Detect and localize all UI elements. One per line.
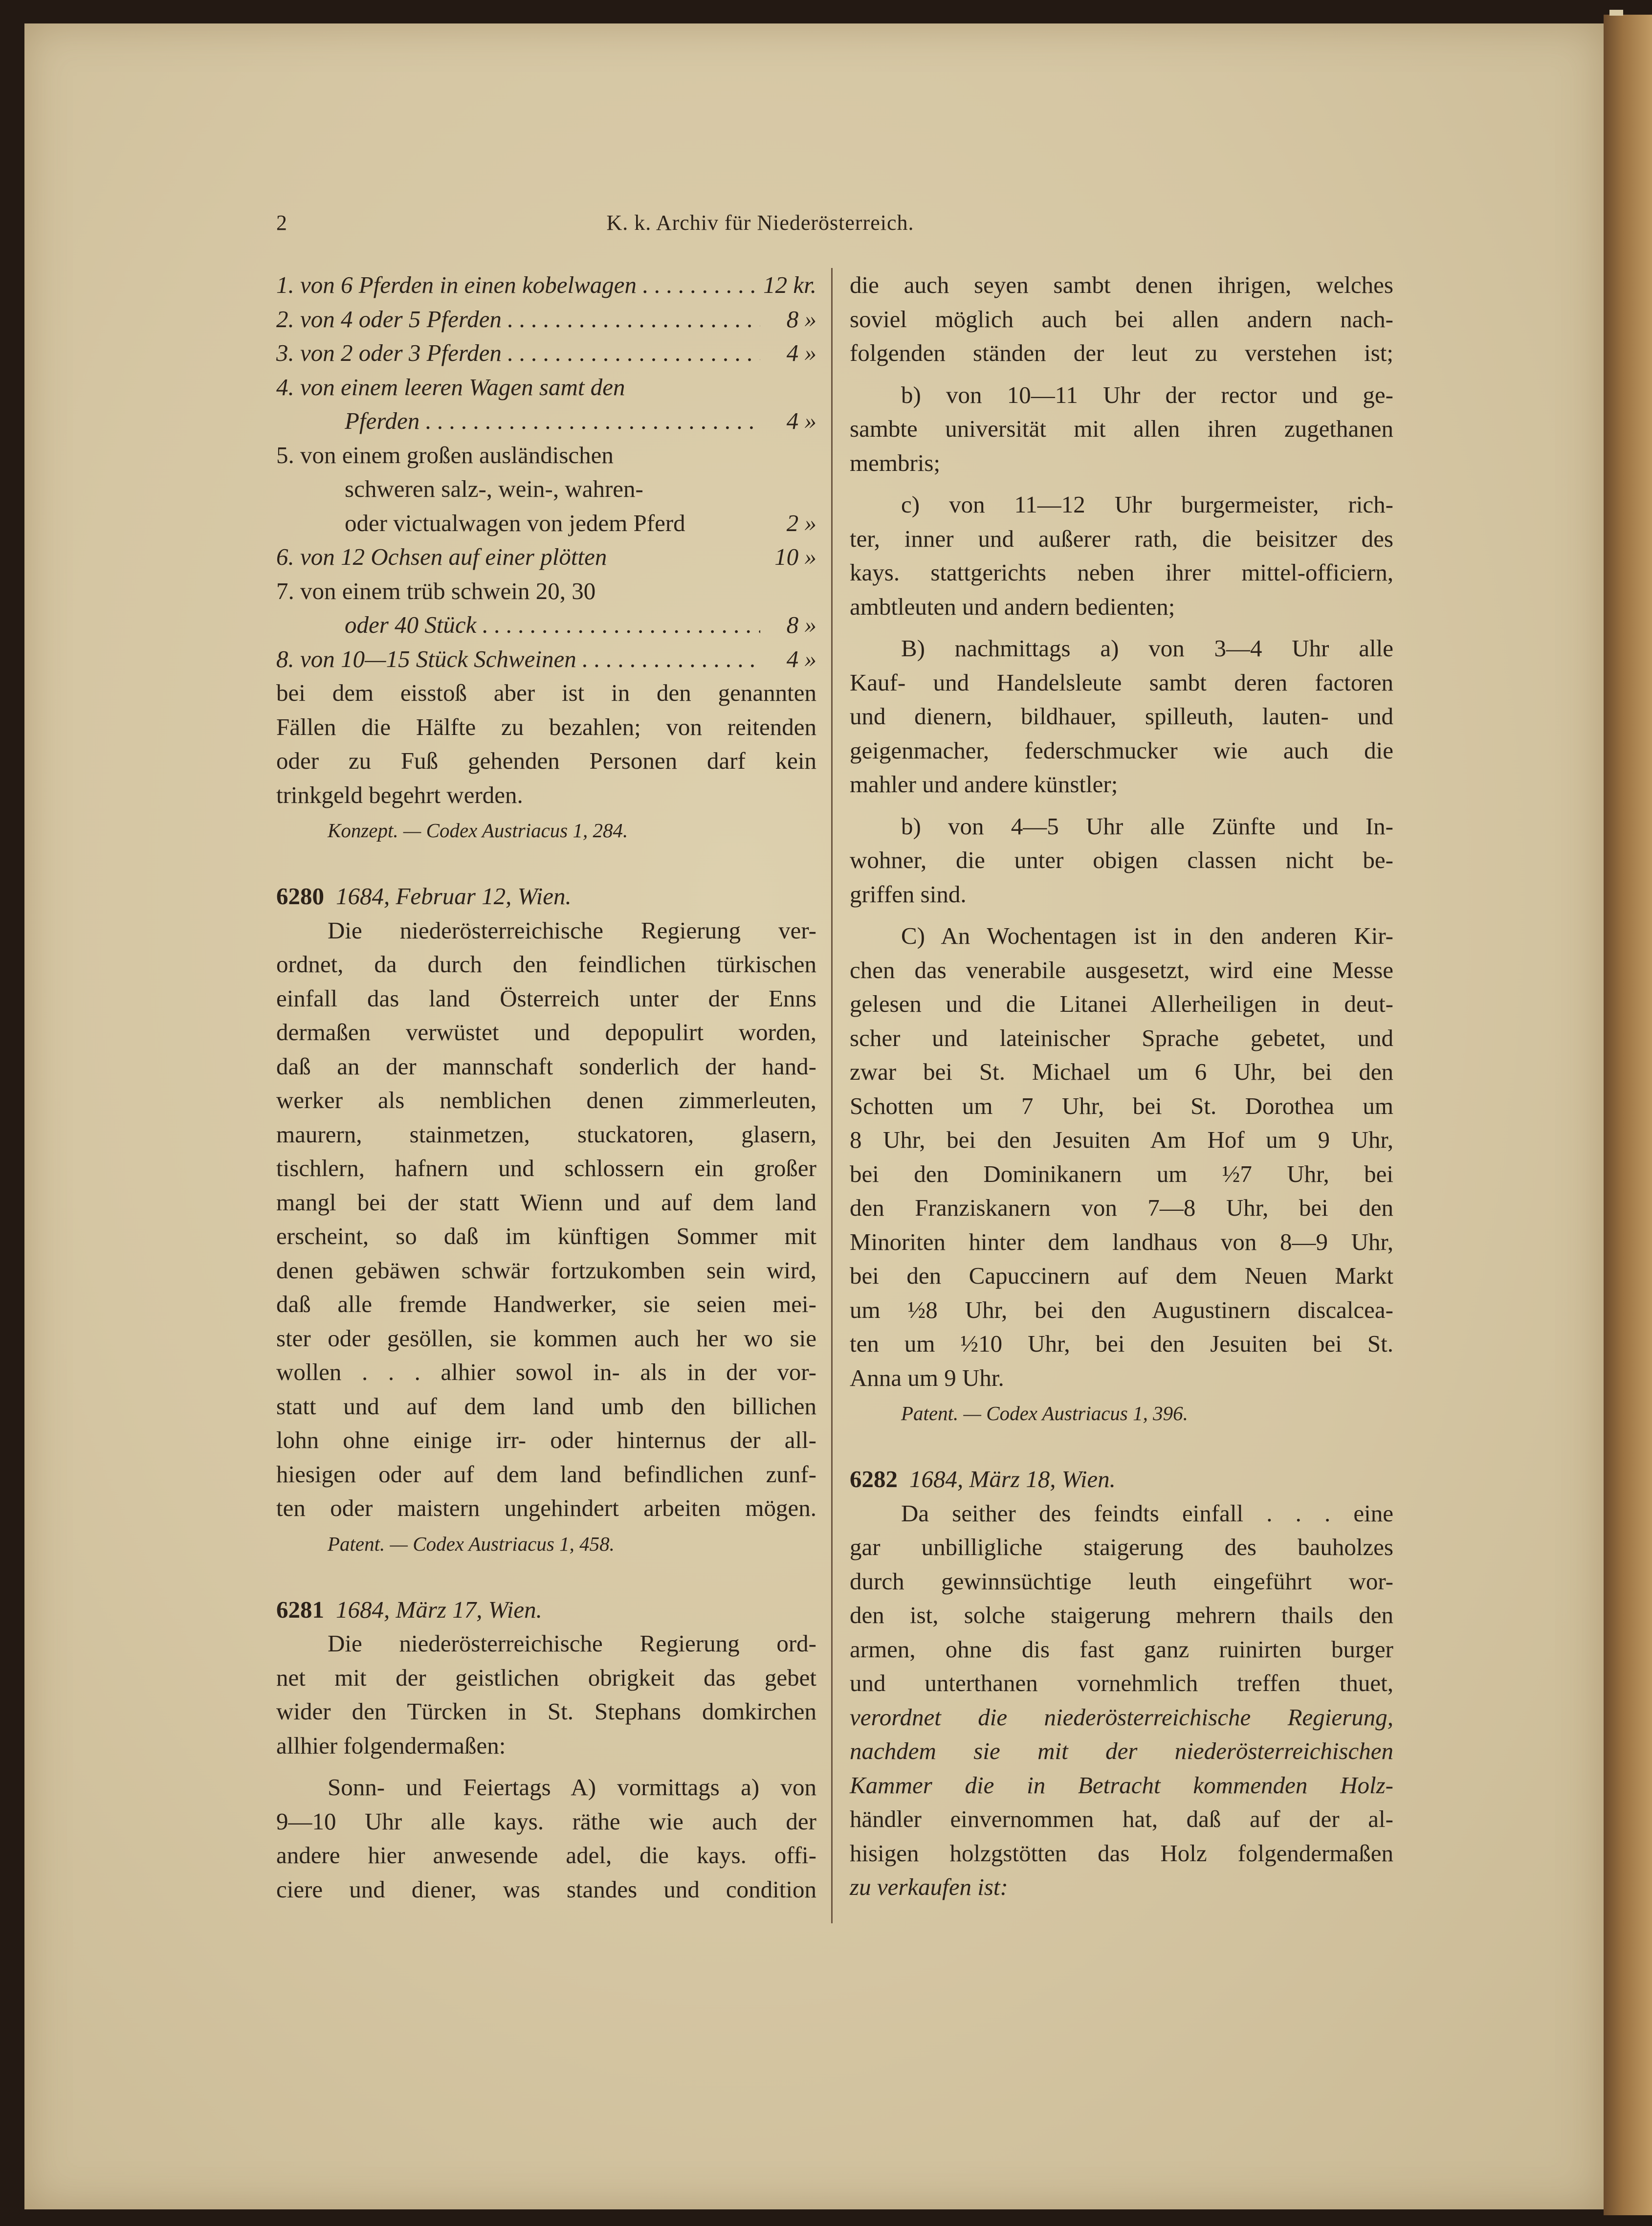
text-line: Schotten um 7 Uhr, bei St. Dorothea um xyxy=(850,1092,1393,1119)
text-line: tischlern, hafnern und schlossern ein großer xyxy=(276,1155,816,1181)
text-line: chen das venerabile ausgesetzt, wird eine Messe xyxy=(850,956,1393,983)
text-line: um ½8 Uhr, bei den Augustinern discalcea- xyxy=(850,1296,1393,1323)
book-spine xyxy=(1604,15,1652,2215)
text-line: wohner, die unter obigen classen nicht be- xyxy=(850,846,1393,873)
text-line: ter, inner und außerer rath, die beisitzer des xyxy=(850,525,1393,552)
tariff-row: 2. von 4 oder 5 Pferden . . . 8 » xyxy=(276,302,816,336)
document-date: 1684, März 17, Wien. xyxy=(336,1596,542,1623)
text-line: einfall das land Österreich unter der Enns xyxy=(276,984,816,1012)
text-line: C) An Wochentagen ist in den anderen Kir- xyxy=(901,922,1393,949)
text-line: net mit der geistlichen obrigkeit das gebet xyxy=(276,1664,816,1691)
text-line: bei den Dominikanern um ½7 Uhr, bei xyxy=(850,1160,1393,1187)
source-citation: Konzept. — Codex Austriacus 1, 284. xyxy=(328,819,628,842)
text-line: erscheint, so daß im künftigen Sommer mit xyxy=(276,1223,816,1249)
text-line: wider den Türcken in St. Stephans domkirchen xyxy=(276,1698,816,1725)
text-line: soviel möglich auch bei allen andern nach- xyxy=(850,305,1393,333)
text-line: Kauf- und Handelsleute sambt deren factoren xyxy=(850,668,1393,696)
text-line: andere hier anwesende adel, die kays. offi- xyxy=(276,1842,816,1869)
text-line: B) nachmittags a) von 3—4 Uhr alle xyxy=(901,635,1393,662)
text-line: Minoriten hinter dem landhaus von 8—9 Uhr, xyxy=(850,1228,1393,1255)
text-line: allhier folgendermaßen: xyxy=(276,1732,506,1759)
running-title: K. k. Archiv für Niederösterreich. xyxy=(606,211,914,235)
text-line: wollen . . . alhier sowol in- als in der vor- xyxy=(276,1358,816,1385)
tariff-list xyxy=(276,268,816,676)
text-line: die auch seyen sambt denen ihrigen, welches xyxy=(850,271,1393,298)
text-line: mangl bei der statt Wienn und auf dem land xyxy=(276,1188,816,1216)
text-line: ster oder gesöllen, sie kommen auch her wo sie xyxy=(276,1324,816,1352)
text-line: c) von 11—12 Uhr burgermeister, rich- xyxy=(901,491,1393,518)
text-line: ambtleuten und andern bedienten; xyxy=(850,593,1175,620)
text-line: kays. stattgerichts neben ihrer mittel-officiern, xyxy=(850,559,1393,586)
tariff-row: 6. von 12 Ochsen auf einer plötten 10 » xyxy=(276,543,816,570)
text-line: gelesen und die Litanei Allerheiligen in deut- xyxy=(850,990,1393,1017)
column-divider xyxy=(831,268,833,1923)
text-line: geigenmacher, federschmucker wie auch die xyxy=(850,736,1393,764)
document-number: 6280 xyxy=(276,883,324,910)
text-line: sambte universität mit allen ihren zugethanen xyxy=(850,415,1393,442)
tariff-row: 3. von 2 oder 3 Pferden . . . 4 » xyxy=(276,336,816,370)
text-line: daß an der mannschaft sonderlich der hand- xyxy=(276,1052,816,1080)
text-line: ten um ½10 Uhr, bei den Jesuiten bei St. xyxy=(850,1330,1393,1357)
document-number: 6282 xyxy=(850,1466,898,1492)
text-line: ciere und diener, was standes und condition xyxy=(276,1875,816,1903)
text-line: 9—10 Uhr alle kays. räthe wie auch der xyxy=(276,1807,816,1835)
text-line: händler einvernommen hat, daß auf der al- xyxy=(850,1805,1393,1832)
tariff-row: 5. von einem großen ausländischen xyxy=(276,441,614,468)
text-line: trinkgeld begehrt werden. xyxy=(276,781,523,808)
tariff-row: 7. von einem trüb schwein 20, 30 xyxy=(276,577,596,604)
document-heading xyxy=(850,1462,1393,1496)
text-line: hisigen holzgstötten das Holz folgendermaßen xyxy=(850,1839,1393,1867)
text-line: zwar bei St. Michael um 6 Uhr, bei den xyxy=(850,1058,1393,1085)
text-line: denen gebäwen schwär fortzukomben sein wird, xyxy=(276,1256,816,1284)
tariff-row: Pferden . . . 4 » xyxy=(276,404,816,438)
tariff-row: 8. von 10—15 Stück Schweinen . . . 4 » xyxy=(276,642,816,676)
text-line: maurern, stainmetzen, stuckatoren, glasern, xyxy=(276,1120,816,1148)
text-line: membris; xyxy=(850,449,941,476)
text-line: b) von 10—11 Uhr der rector und ge- xyxy=(901,381,1393,408)
text-line: hiesigen oder auf dem land befindlichen zunf- xyxy=(276,1460,816,1488)
text-line: oder zu Fuß gehenden Personen darf kein xyxy=(276,747,816,774)
document-heading xyxy=(276,879,816,913)
source-citation: Patent. — Codex Austriacus 1, 458. xyxy=(328,1532,615,1555)
tariff-row: schweren salz-, wein-, wahren- xyxy=(345,475,643,502)
text-line: nachdem sie mit der niederösterreichischen xyxy=(850,1737,1393,1764)
text-line: ordnet, da durch den feindlichen türkischen xyxy=(276,951,816,978)
text-line: griffen sind. xyxy=(850,880,967,908)
text-line: werker als nemblichen denen zimmerleuten, xyxy=(276,1087,816,1113)
document-date: 1684, Februar 12, Wien. xyxy=(336,883,572,910)
text-line: bei den Capuccinern auf dem Neuen Markt xyxy=(850,1262,1393,1289)
tariff-row: 1. von 6 Pferden in einen kobelwagen . . . 12 kr. xyxy=(276,268,816,302)
text-line: scher und lateinischer Sprache gebetet, und xyxy=(850,1024,1393,1051)
tariff-row: oder victualwagen von jedem Pferd 2 » xyxy=(345,509,816,536)
text-line: Fällen die Hälfte zu bezahlen; von reitenden xyxy=(276,713,816,740)
text-line: mahler und andere künstler; xyxy=(850,771,1118,798)
text-line: ten oder maistern ungehindert arbeiten mögen. xyxy=(276,1494,816,1521)
text-line: 8 Uhr, bei den Jesuiten Am Hof um 9 Uhr, xyxy=(850,1126,1393,1153)
text-line: zu verkaufen ist: xyxy=(850,1873,1008,1900)
right-column xyxy=(850,268,1393,1904)
left-column xyxy=(276,268,816,1906)
document-number: 6281 xyxy=(276,1596,324,1623)
text-line: den Franziskanern von 7—8 Uhr, bei den xyxy=(850,1194,1393,1221)
document-heading xyxy=(276,1593,816,1627)
text-line: den ist, solche staigerung mehrern thails den xyxy=(850,1602,1393,1628)
text-line: Da seither des feindts einfall . . . eine xyxy=(901,1499,1393,1527)
text-line: durch gewinnsüchtige leuth eingeführt wor- xyxy=(850,1567,1393,1595)
tariff-row: 4. von einem leeren Wagen samt den xyxy=(276,373,625,401)
text-line: Die niederösterreichische Regierung ord- xyxy=(328,1630,816,1657)
text-line: Die niederösterreichische Regierung ver- xyxy=(328,916,816,944)
text-line: und unterthanen vornehmlich treffen thuet, xyxy=(850,1670,1393,1696)
text-line: folgenden ständen der leut zu verstehen ist; xyxy=(850,339,1393,366)
tariff-row: oder 40 Stück . . . 8 » xyxy=(276,608,816,642)
text-line: und dienern, bildhauer, spilleuth, lauten- und xyxy=(850,703,1393,730)
text-line: bei dem eisstoß aber ist in den genannten xyxy=(276,679,816,706)
source-citation: Patent. — Codex Austriacus 1, 396. xyxy=(901,1402,1188,1425)
text-line: gar unbilligliche staigerung des bauholzes xyxy=(850,1534,1393,1560)
text-line: lohn ohne einige irr- oder hinternus der all- xyxy=(276,1426,816,1453)
spine-mark xyxy=(1609,10,1623,16)
text-line: verordnet die niederösterreichische Regierung, xyxy=(850,1703,1393,1731)
text-line: daß alle fremde Handwerker, sie seien mei- xyxy=(276,1291,816,1317)
document-date: 1684, März 18, Wien. xyxy=(909,1466,1116,1492)
text-line: Sonn- und Feiertags A) vormittags a) von xyxy=(328,1774,816,1801)
text-line: b) von 4—5 Uhr alle Zünfte und In- xyxy=(901,812,1393,840)
text-line: dermaßen verwüstet und depopulirt worden, xyxy=(276,1019,816,1046)
text-line: Anna um 9 Uhr. xyxy=(850,1364,1004,1391)
running-header xyxy=(276,210,1000,240)
text-line: statt und auf dem land umb den billichen xyxy=(276,1392,816,1420)
text-line: armen, ohne dis fast ganz ruinirten burger xyxy=(850,1635,1393,1663)
page-number: 2 xyxy=(276,211,287,235)
text-line: Kammer die in Betracht kommenden Holz- xyxy=(850,1771,1393,1799)
